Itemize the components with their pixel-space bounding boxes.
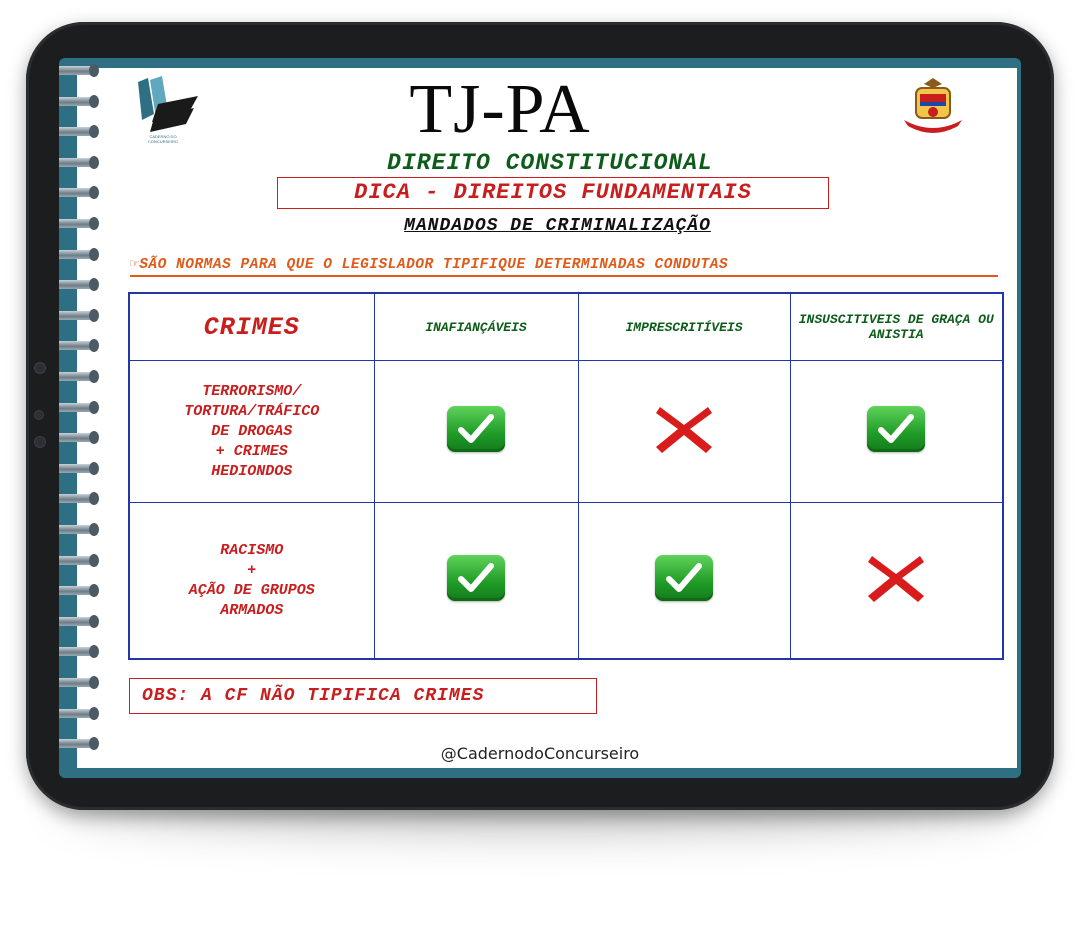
crime-line: HEDIONDOS xyxy=(211,462,293,480)
check-mark-icon xyxy=(447,406,505,452)
pointing-hand-icon: ☞ xyxy=(130,257,140,273)
status-cell xyxy=(578,361,790,503)
spiral-ring xyxy=(59,66,97,75)
cross-mark-icon xyxy=(866,552,926,604)
spiral-ring xyxy=(59,97,97,106)
status-cell xyxy=(790,503,1003,660)
spiral-ring xyxy=(59,556,97,565)
crime-line: + CRIMES xyxy=(215,442,288,460)
spiral-ring xyxy=(59,433,97,442)
status-cell xyxy=(790,361,1003,503)
spiral-ring xyxy=(59,188,97,197)
table-row xyxy=(129,361,1003,503)
social-handle: @CadernodoConcurseiro xyxy=(440,744,640,763)
status-cell xyxy=(374,503,578,660)
spiral-ring xyxy=(59,127,97,136)
spiral-ring xyxy=(59,494,97,503)
header-inafiancaveis: INAFIANÇÁVEIS xyxy=(374,293,578,361)
spiral-ring xyxy=(59,280,97,289)
header-crimes: CRIMES xyxy=(129,293,374,361)
tip-box: DICA - DIREITOS FUNDAMENTAIS xyxy=(277,177,829,209)
check-mark-icon xyxy=(867,406,925,452)
crime-line: DE DROGAS xyxy=(211,422,293,440)
crime-line: TORTURA/TRÁFICO xyxy=(184,402,320,420)
note-line xyxy=(130,256,998,277)
sensor-dot-icon xyxy=(34,410,44,420)
logo-caption: CADERNO DO CONCURSEIRO xyxy=(147,134,178,144)
crime-cell xyxy=(129,503,374,660)
status-cell xyxy=(374,361,578,503)
spiral-ring xyxy=(59,678,97,687)
criminalization-table xyxy=(128,292,1004,660)
check-mark-icon xyxy=(447,555,505,601)
table-header-row xyxy=(129,293,1003,361)
note-text: SÃO NORMAS PARA QUE O LEGISLADOR TIPIFIQUE DETERMINADAS CONDUTAS xyxy=(139,257,729,273)
spiral-ring xyxy=(59,158,97,167)
camera-dot-icon xyxy=(34,362,46,374)
header-imprescritiveis: IMPRESCRITÍVEIS xyxy=(578,293,790,361)
spiral-ring xyxy=(59,219,97,228)
spiral-ring xyxy=(59,250,97,259)
cross-mark-icon xyxy=(654,403,714,455)
tjpa-crest-icon xyxy=(898,74,968,134)
spiral-ring xyxy=(59,617,97,626)
subject-heading: DIREITO CONSTITUCIONAL xyxy=(387,150,713,176)
crime-line: ARMADOS xyxy=(220,601,284,619)
spiral-ring xyxy=(59,525,97,534)
header-insuscetiveis: INSUSCITIVEIS DE GRAÇA OU ANISTIA xyxy=(790,293,1003,361)
crime-line: TERRORISMO/ xyxy=(202,382,302,400)
table-row xyxy=(129,503,1003,660)
spiral-ring xyxy=(59,372,97,381)
spiral-ring xyxy=(59,341,97,350)
check-mark-icon xyxy=(655,555,713,601)
crime-line: + xyxy=(247,561,257,579)
spiral-ring xyxy=(59,311,97,320)
crime-line: RACISMO xyxy=(220,541,284,559)
spiral-ring xyxy=(59,709,97,718)
crime-line: AÇÃO DE GRUPOS xyxy=(188,581,315,599)
spiral-ring xyxy=(59,464,97,473)
spiral-ring xyxy=(59,403,97,412)
crime-cell xyxy=(129,361,374,503)
page-title: TJ-PA xyxy=(409,71,591,148)
spiral-ring xyxy=(59,739,97,748)
caderno-logo-icon xyxy=(128,74,204,140)
spiral-binding xyxy=(59,66,101,766)
spiral-ring xyxy=(59,586,97,595)
obs-box: OBS: A CF NÃO TIPIFICA CRIMES xyxy=(129,678,597,714)
status-cell xyxy=(578,503,790,660)
button-dot-icon xyxy=(34,436,46,448)
spiral-ring xyxy=(59,647,97,656)
topic-heading: MANDADOS DE CRIMINALIZAÇÃO xyxy=(404,216,711,236)
